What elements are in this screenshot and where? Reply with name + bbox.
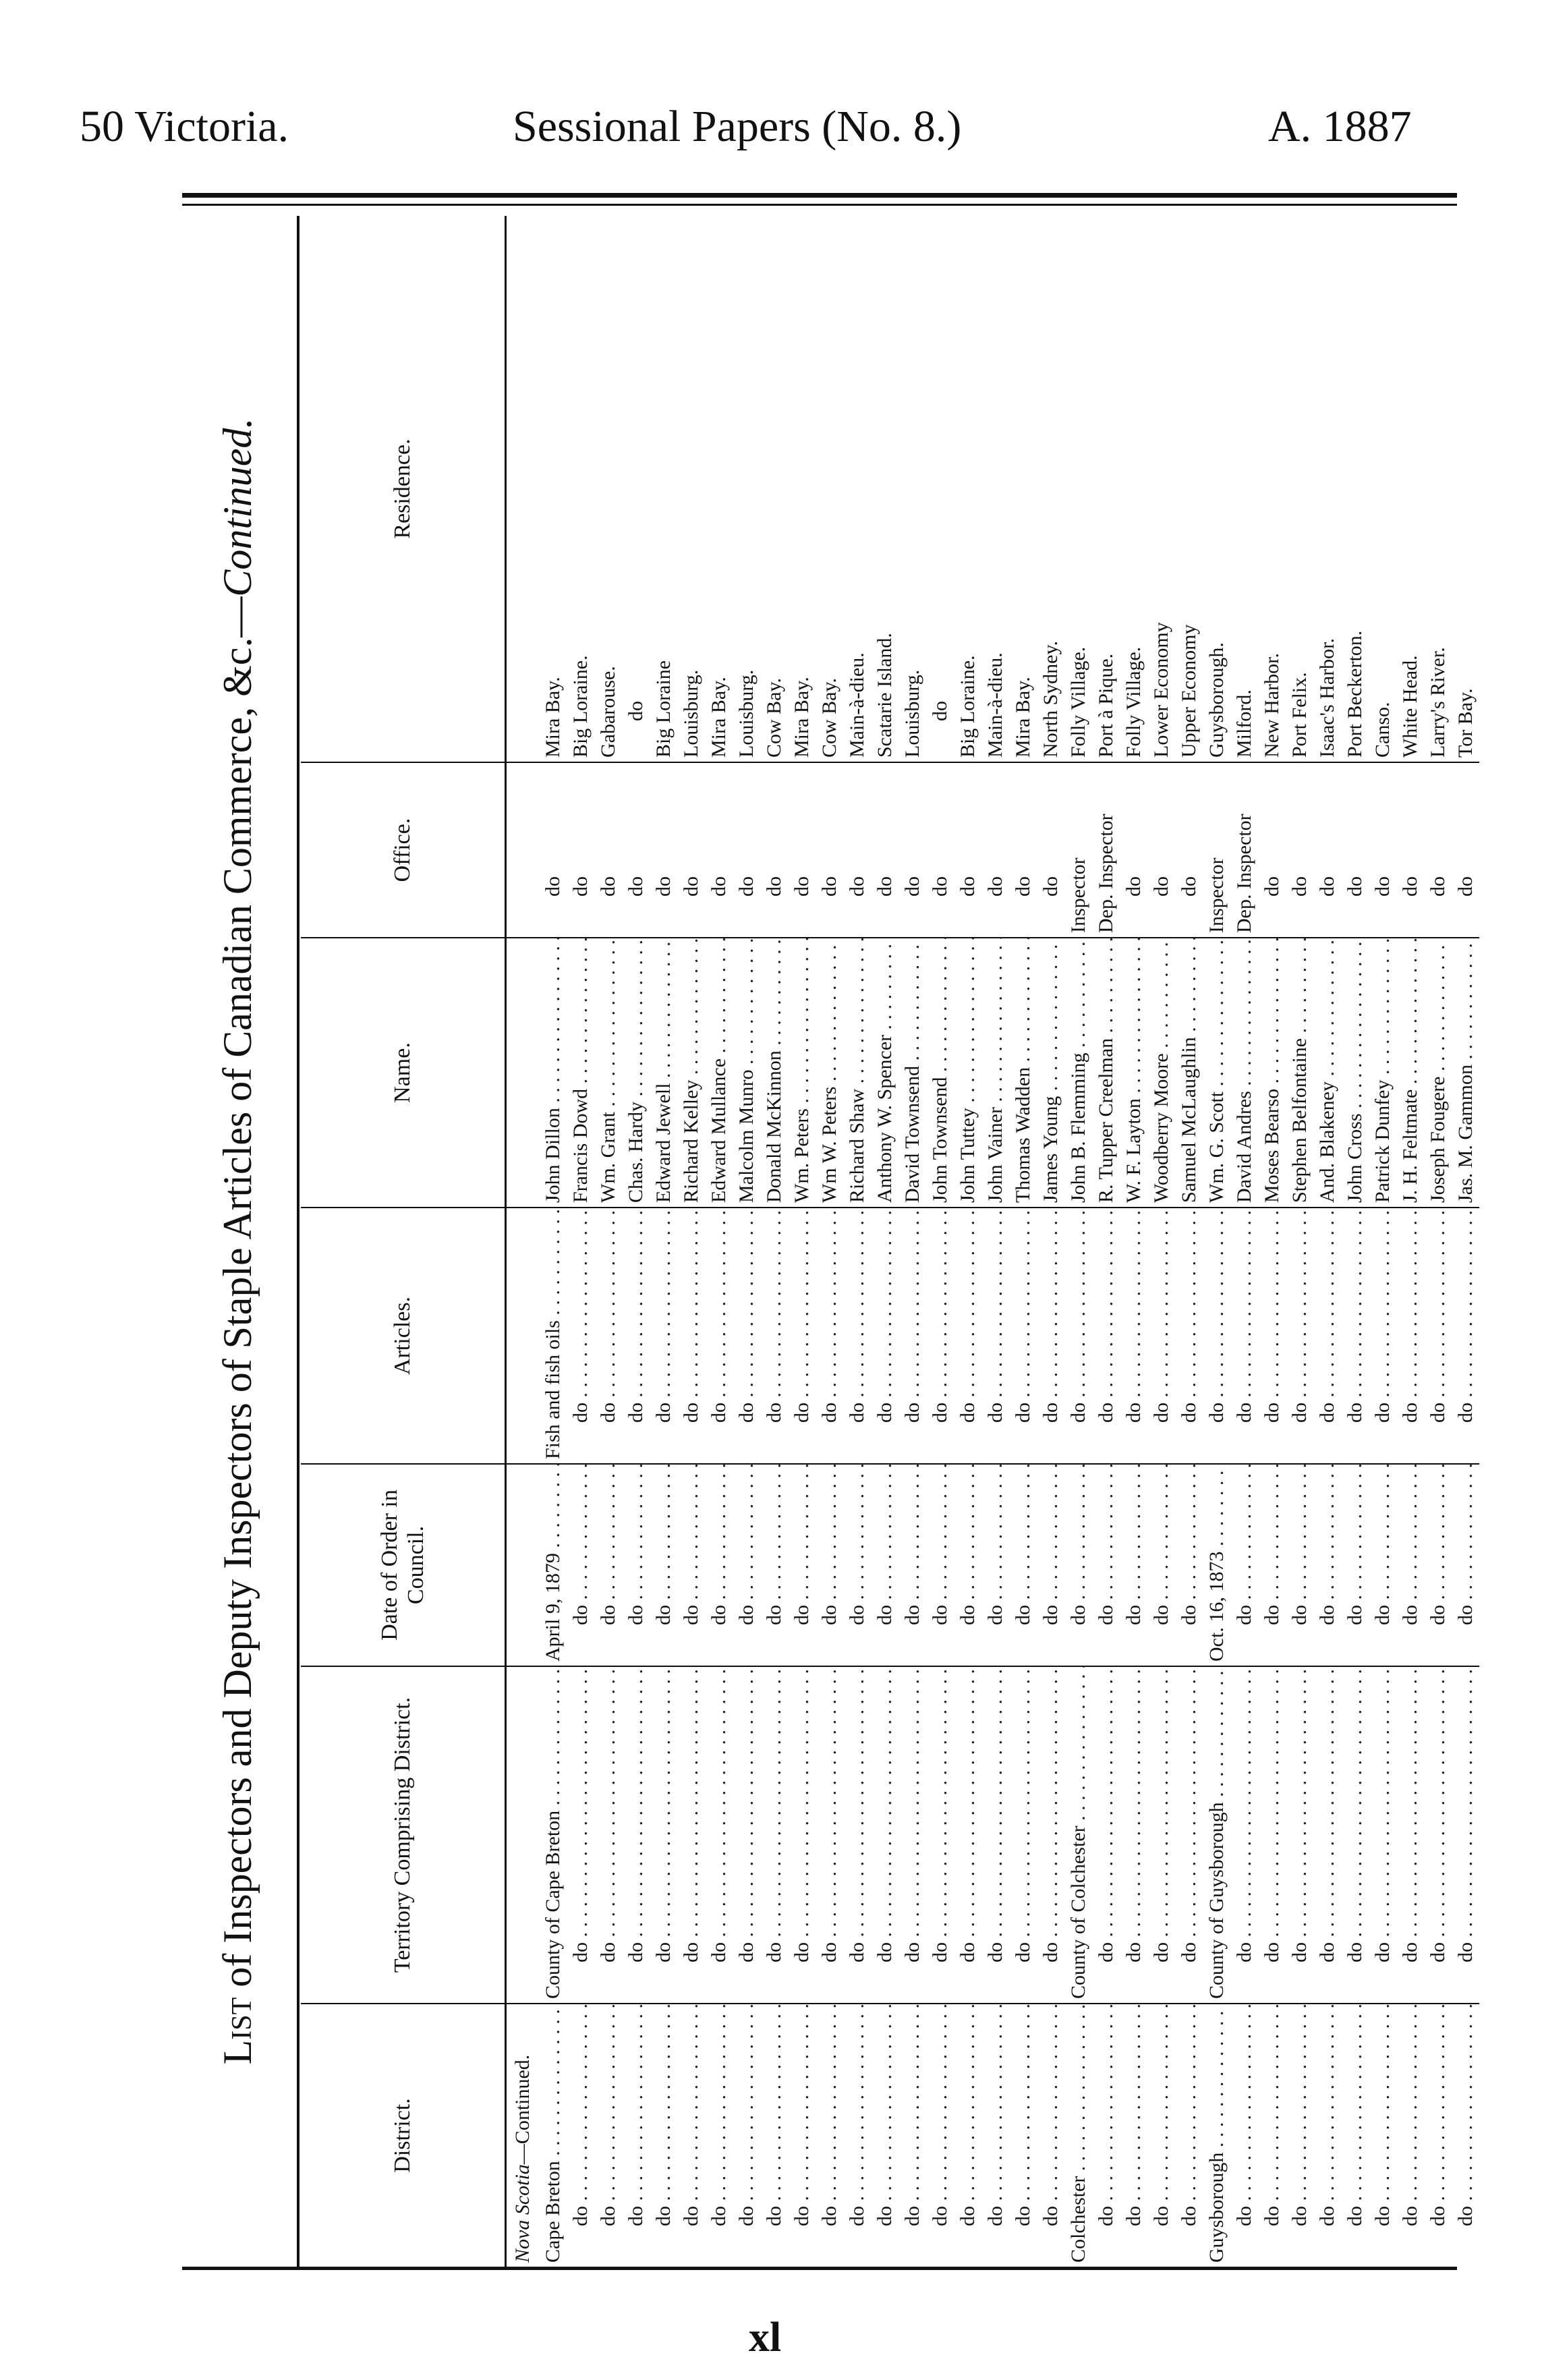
cell-articles: do . . . (650, 1208, 677, 1464)
cell-office: do (816, 762, 843, 938)
header-title: Sessional Papers (No. 8.) (513, 102, 962, 151)
cell-residence: do (928, 701, 951, 721)
cell-date: do . . . (954, 1464, 981, 1666)
header-row (301, 216, 506, 2267)
cell-date: do . . . (788, 1464, 816, 1666)
cell-name: Wm W. Peters . . . (816, 938, 843, 1208)
cell-date: Oct. 16, 1873 . . . (1203, 1464, 1230, 1666)
table-row (677, 216, 705, 2267)
cell-territory: do . . . (954, 1666, 981, 2004)
cell-residence: Louisburg. (901, 669, 923, 758)
cell-date: do . . . (567, 1464, 594, 1666)
cell-territory: do . . . (1452, 1666, 1479, 2004)
cell-name: Wm. Peters . . . (788, 938, 816, 1208)
cell-name: Donald McKinnon . . . (760, 938, 788, 1208)
cell-office: do (1175, 762, 1203, 938)
cell-territory: do . . . (898, 1666, 926, 2004)
table-row (1120, 216, 1147, 2267)
table-row (1424, 216, 1452, 2267)
cell-date: do . . . (622, 1464, 650, 1666)
table-row (622, 216, 650, 2267)
cell-name: Richard Kelley . . . (677, 938, 705, 1208)
cell-residence: Canso. (1371, 702, 1394, 758)
cell-territory: do . . . (1369, 1666, 1396, 2004)
cell-territory: do . . . (816, 1666, 843, 2004)
top-rule-thick (182, 193, 1457, 198)
cell-territory: do . . . (1313, 1666, 1341, 2004)
cell-date: do . . . (816, 1464, 843, 1666)
cell-territory: do . . . (705, 1666, 733, 2004)
cell-district: do . . . (788, 2004, 816, 2267)
cell-name: Edward Mullance . . . (705, 938, 733, 1208)
cell-name: Stephen Belfontaine . . . (1286, 938, 1313, 1208)
cell-articles: do . . . (1286, 1208, 1313, 1464)
cell-district: do . . . (1396, 2004, 1424, 2267)
cell-name: Jas. M. Gammon . . . (1452, 938, 1479, 1208)
cell-residence: Folly Village. (1122, 646, 1145, 758)
cell-territory: do . . . (1258, 1666, 1286, 2004)
table-row (705, 216, 733, 2267)
cell-articles: do . . . (705, 1208, 733, 1464)
cell-articles: do . . . (1037, 1208, 1064, 1464)
table-row (1369, 216, 1396, 2267)
cell-territory: do . . . (760, 1666, 788, 2004)
cell-name: And. Blakeney . . . (1313, 938, 1341, 1208)
bottom-rule (182, 2267, 1457, 2270)
cell-articles: do . . . (1369, 1208, 1396, 1464)
table-row (843, 216, 871, 2267)
cell-articles: do . . . (898, 1208, 926, 1464)
cell-territory: do . . . (843, 1666, 871, 2004)
cell-date: do . . . (1452, 1464, 1479, 1666)
cell-district: do . . . (1313, 2004, 1341, 2267)
cell-office: do (1396, 762, 1424, 938)
table-row (981, 216, 1009, 2267)
cell-name: David Andres . . . (1230, 938, 1258, 1208)
cell-residence: Cow Bay. (762, 677, 785, 758)
cell-district: do . . . (1258, 2004, 1286, 2267)
cell-name: Wm. G. Scott . . . (1203, 938, 1230, 1208)
cell-articles: do . . . (788, 1208, 816, 1464)
cell-office: Dep. Inspector (1092, 762, 1120, 938)
table-row (1396, 216, 1424, 2267)
cell-name: John Vainer . . . (981, 938, 1009, 1208)
table-row (567, 216, 594, 2267)
cell-office: do (981, 762, 1009, 938)
inspectors-table (301, 216, 1479, 2267)
header-volume: 50 Victoria. (80, 102, 289, 151)
cell-territory: do . . . (926, 1666, 954, 2004)
cell-residence: Louisburg. (679, 669, 702, 758)
cell-articles: do . . . (1258, 1208, 1286, 1464)
cell-territory: do . . . (871, 1666, 898, 2004)
cell-residence: Mira Bay. (707, 677, 730, 758)
table-row (1258, 216, 1286, 2267)
rotated-table-container (182, 216, 1477, 2267)
cell-date: do . . . (1037, 1464, 1064, 1666)
table-title (182, 216, 293, 2267)
column-header-district: District. (301, 2004, 506, 2267)
table-row (1147, 216, 1175, 2267)
cell-territory: do . . . (1120, 1666, 1147, 2004)
cell-district: do . . . (567, 2004, 594, 2267)
cell-office: do (1341, 762, 1369, 938)
cell-date: do . . . (733, 1464, 760, 1666)
cell-territory: do . . . (650, 1666, 677, 2004)
cell-residence: White Head. (1398, 655, 1421, 758)
cell-territory: do . . . (677, 1666, 705, 2004)
cell-office: do (1037, 762, 1064, 938)
table-row (1286, 216, 1313, 2267)
table-row (788, 216, 816, 2267)
cell-district: do . . . (733, 2004, 760, 2267)
cell-articles: do . . . (1341, 1208, 1369, 1464)
cell-district: do . . . (705, 2004, 733, 2267)
cell-date: do . . . (1064, 1464, 1092, 1666)
cell-office: Inspector (1203, 762, 1230, 938)
table-row (733, 216, 760, 2267)
cell-residence: Main-à-dieu. (983, 652, 1006, 758)
cell-territory: do . . . (1424, 1666, 1452, 2004)
cell-articles: do . . . (1396, 1208, 1424, 1464)
cell-date: do . . . (1092, 1464, 1120, 1666)
cell-date: do . . . (1120, 1464, 1147, 1666)
table-row (1037, 216, 1064, 2267)
cell-residence: Port Felix. (1288, 672, 1311, 758)
cell-articles: do . . . (677, 1208, 705, 1464)
cell-name: Chas. Hardy . . . (622, 938, 650, 1208)
cell-residence: do (624, 701, 647, 721)
cell-articles: do . . . (1120, 1208, 1147, 1464)
cell-date: do . . . (650, 1464, 677, 1666)
cell-date: do . . . (677, 1464, 705, 1666)
cell-office: do (733, 762, 760, 938)
cell-office: do (926, 762, 954, 938)
cell-territory: do . . . (981, 1666, 1009, 2004)
cell-articles: do . . . (981, 1208, 1009, 1464)
page-number: xl (749, 2315, 782, 2360)
cell-district: do . . . (1369, 2004, 1396, 2267)
cell-office: do (1424, 762, 1452, 938)
cell-district: do . . . (871, 2004, 898, 2267)
cell-district: do . . . (622, 2004, 650, 2267)
cell-residence: Gabarouse. (596, 666, 619, 758)
column-header-residence: Residence. (301, 216, 506, 762)
cell-territory: do . . . (1009, 1666, 1037, 2004)
cell-territory: County of Cape Breton . . . (539, 1666, 567, 2004)
cell-district: do . . . (816, 2004, 843, 2267)
cell-name: Richard Shaw . . . (843, 938, 871, 1208)
cell-district: do . . . (650, 2004, 677, 2267)
cell-name: Edward Jewell . . . (650, 938, 677, 1208)
column-header-territory: Territory Comprising District. (301, 1666, 506, 2004)
cell-name: Francis Dowd . . . (567, 938, 594, 1208)
cell-residence: Big Loraine (652, 660, 675, 758)
cell-residence: Cow Bay. (818, 677, 840, 758)
table-row (898, 216, 926, 2267)
cell-articles: do . . . (954, 1208, 981, 1464)
cell-office: do (567, 762, 594, 938)
cell-office: do (650, 762, 677, 938)
table-top-border (297, 216, 299, 2267)
cell-articles: do . . . (843, 1208, 871, 1464)
cell-articles: do . . . (1147, 1208, 1175, 1464)
cell-district: do . . . (954, 2004, 981, 2267)
title-prefix: List (215, 1997, 260, 2065)
cell-residence: Scatarie Island. (873, 633, 896, 758)
cell-territory: do . . . (1341, 1666, 1369, 2004)
cell-district: do . . . (1424, 2004, 1452, 2267)
cell-residence: Tor Bay. (1454, 688, 1477, 758)
cell-office: Inspector (1064, 762, 1092, 938)
cell-articles: do . . . (1064, 1208, 1092, 1464)
cell-name: W. F. Layton . . . (1120, 938, 1147, 1208)
cell-name: J. H. Feltmate . . . (1396, 938, 1424, 1208)
cell-office: do (1452, 762, 1479, 938)
cell-residence: Guysborough. (1205, 642, 1228, 758)
cell-office: do (594, 762, 622, 938)
province-name: Nova Scotia (511, 2164, 534, 2263)
cell-articles: do . . . (871, 1208, 898, 1464)
cell-territory: County of Colchester . . . (1064, 1666, 1092, 2004)
cell-articles: do . . . (1092, 1208, 1120, 1464)
cell-office: do (843, 762, 871, 938)
cell-territory: do . . . (1396, 1666, 1424, 2004)
cell-date: do . . . (1258, 1464, 1286, 1666)
cell-articles: do . . . (1230, 1208, 1258, 1464)
cell-articles: Fish and fish oils . . . (539, 1208, 567, 1464)
cell-territory: do . . . (1092, 1666, 1120, 2004)
cell-name: Samuel McLaughlin . . . (1175, 938, 1203, 1208)
cell-district: do . . . (760, 2004, 788, 2267)
cell-articles: do . . . (1009, 1208, 1037, 1464)
section-heading (506, 2004, 540, 2267)
cell-district: do . . . (1452, 2004, 1479, 2267)
cell-residence: Larry's River. (1426, 647, 1449, 758)
cell-district: Guysborough . . . (1203, 2004, 1230, 2267)
section-suffix: —Continued. (511, 2054, 534, 2165)
cell-articles: do . . . (1424, 1208, 1452, 1464)
cell-articles: do . . . (733, 1208, 760, 1464)
table-row (926, 216, 954, 2267)
cell-office: do (1147, 762, 1175, 938)
column-header-articles: Articles. (301, 1208, 506, 1464)
cell-date: do . . . (1147, 1464, 1175, 1666)
cell-office: do (539, 762, 567, 938)
cell-name: R. Tupper Creelman . . . (1092, 938, 1120, 1208)
section-row (506, 216, 540, 2267)
table-row (539, 216, 567, 2267)
cell-territory: do . . . (1037, 1666, 1064, 2004)
cell-district: do . . . (1147, 2004, 1175, 2267)
cell-residence: Upper Economy (1177, 624, 1200, 758)
cell-office: do (898, 762, 926, 938)
cell-office: do (1258, 762, 1286, 938)
cell-name: Thomas Wadden . . . (1009, 938, 1037, 1208)
table-row (594, 216, 622, 2267)
cell-residence: North Sydney. (1039, 640, 1062, 758)
cell-territory: do . . . (567, 1666, 594, 2004)
cell-residence: Mira Bay. (1011, 677, 1034, 758)
cell-articles: do . . . (1175, 1208, 1203, 1464)
top-rule-thin (182, 204, 1457, 206)
cell-date: do . . . (1396, 1464, 1424, 1666)
cell-residence: New Harbor. (1260, 653, 1283, 758)
table-row (1203, 216, 1230, 2267)
cell-name: Patrick Dunfey . . . (1369, 938, 1396, 1208)
cell-date: do . . . (594, 1464, 622, 1666)
table-row (1341, 216, 1369, 2267)
cell-name: Joseph Fougere . . . (1424, 938, 1452, 1208)
cell-office: do (1286, 762, 1313, 938)
cell-date: do . . . (760, 1464, 788, 1666)
cell-date: do . . . (926, 1464, 954, 1666)
cell-residence: Lower Economy (1149, 622, 1172, 758)
cell-residence: Milford. (1232, 689, 1255, 758)
cell-name: James Young . . . (1037, 938, 1064, 1208)
cell-territory: do . . . (1230, 1666, 1258, 2004)
cell-name: Anthony W. Spencer . . . (871, 938, 898, 1208)
cell-office: do (1313, 762, 1341, 938)
cell-district: do . . . (981, 2004, 1009, 2267)
cell-territory: do . . . (733, 1666, 760, 2004)
cell-territory: do . . . (788, 1666, 816, 2004)
cell-date: April 9, 1879 . . . (539, 1464, 567, 1666)
cell-district: Colchester . . . (1064, 2004, 1092, 2267)
cell-residence: Mira Bay. (790, 677, 813, 758)
cell-date: do . . . (1009, 1464, 1037, 1666)
cell-territory: do . . . (1286, 1666, 1313, 2004)
table-row (816, 216, 843, 2267)
cell-district: do . . . (1175, 2004, 1203, 2267)
cell-office: do (871, 762, 898, 938)
cell-name: John Townsend . . . (926, 938, 954, 1208)
cell-residence: Port Beckerton. (1343, 630, 1366, 758)
cell-articles: do . . . (926, 1208, 954, 1464)
cell-date: do . . . (1424, 1464, 1452, 1666)
cell-date: do . . . (1313, 1464, 1341, 1666)
title-suffix: Continued. (215, 418, 260, 597)
cell-office: do (677, 762, 705, 938)
table-row (1175, 216, 1203, 2267)
table-row (1313, 216, 1341, 2267)
cell-district: do . . . (1286, 2004, 1313, 2267)
cell-territory: do . . . (622, 1666, 650, 2004)
cell-district: do . . . (1341, 2004, 1369, 2267)
table-row (650, 216, 677, 2267)
table-row (1009, 216, 1037, 2267)
cell-district: do . . . (1092, 2004, 1120, 2267)
cell-office: do (954, 762, 981, 938)
cell-office: Dep. Inspector (1230, 762, 1258, 938)
cell-name: Woodberry Moore . . . (1147, 938, 1175, 1208)
cell-territory: do . . . (1147, 1666, 1175, 2004)
cell-territory: do . . . (1175, 1666, 1203, 2004)
cell-date: do . . . (1230, 1464, 1258, 1666)
cell-name: David Townsend . . . (898, 938, 926, 1208)
table-row (954, 216, 981, 2267)
cell-territory: County of Guysborough . . . (1203, 1666, 1230, 2004)
cell-articles: do . . . (816, 1208, 843, 1464)
cell-office: do (1009, 762, 1037, 938)
table-row (1064, 216, 1092, 2267)
table-row (1092, 216, 1120, 2267)
cell-residence: Folly Village. (1066, 646, 1089, 758)
cell-residence: Big Loraine. (956, 655, 979, 758)
column-header-office: Office. (301, 762, 506, 938)
cell-articles: do . . . (1313, 1208, 1341, 1464)
title-main: of Inspectors and Deputy Inspectors of Staple Articles of Canadian Commerce, &c.— (215, 596, 260, 1987)
cell-residence: Louisburg. (735, 669, 758, 758)
table-row (760, 216, 788, 2267)
table-row (871, 216, 898, 2267)
cell-date: do . . . (871, 1464, 898, 1666)
header-year: A. 1887 (1268, 102, 1412, 151)
cell-date: do . . . (1286, 1464, 1313, 1666)
cell-date: do . . . (981, 1464, 1009, 1666)
cell-office: do (788, 762, 816, 938)
cell-district: do . . . (926, 2004, 954, 2267)
table-row (1452, 216, 1479, 2267)
cell-date: do . . . (843, 1464, 871, 1666)
cell-residence: Port à Pique. (1094, 653, 1117, 758)
cell-residence: Isaac's Harbor. (1315, 638, 1338, 758)
cell-articles: do . . . (594, 1208, 622, 1464)
cell-articles: do . . . (760, 1208, 788, 1464)
cell-district: do . . . (898, 2004, 926, 2267)
cell-office: do (705, 762, 733, 938)
cell-district: Cape Breton . . . (539, 2004, 567, 2267)
cell-name: Malcolm Munro . . . (733, 938, 760, 1208)
cell-name: John Tuttey . . . (954, 938, 981, 1208)
cell-residence: Mira Bay. (541, 677, 564, 758)
cell-residence: Big Loraine. (569, 655, 592, 758)
cell-name: John Cross . . . (1341, 938, 1369, 1208)
cell-district: do . . . (1230, 2004, 1258, 2267)
cell-articles: do . . . (567, 1208, 594, 1464)
cell-district: do . . . (1120, 2004, 1147, 2267)
cell-articles: do . . . (1452, 1208, 1479, 1464)
cell-district: do . . . (1037, 2004, 1064, 2267)
table-row (1230, 216, 1258, 2267)
cell-date: do . . . (898, 1464, 926, 1666)
cell-district: do . . . (1009, 2004, 1037, 2267)
cell-office: do (622, 762, 650, 938)
cell-articles: do . . . (1203, 1208, 1230, 1464)
cell-date: do . . . (705, 1464, 733, 1666)
cell-date: do . . . (1175, 1464, 1203, 1666)
cell-district: do . . . (594, 2004, 622, 2267)
cell-name: Moses Bearso . . . (1258, 938, 1286, 1208)
column-header-name: Name. (301, 938, 506, 1208)
cell-date: do . . . (1369, 1464, 1396, 1666)
cell-territory: do . . . (594, 1666, 622, 2004)
cell-district: do . . . (843, 2004, 871, 2267)
cell-name: John Dillon . . . (539, 938, 567, 1208)
column-header-date: Date of Order in Council. (301, 1464, 506, 1666)
cell-date: do . . . (1341, 1464, 1369, 1666)
cell-office: do (1120, 762, 1147, 938)
cell-district: do . . . (677, 2004, 705, 2267)
cell-name: Wm. Grant . . . (594, 938, 622, 1208)
cell-residence: Main-à-dieu. (845, 652, 868, 758)
cell-office: do (1369, 762, 1396, 938)
cell-articles: do . . . (622, 1208, 650, 1464)
cell-name: John B. Flemming . . . (1064, 938, 1092, 1208)
cell-office: do (760, 762, 788, 938)
